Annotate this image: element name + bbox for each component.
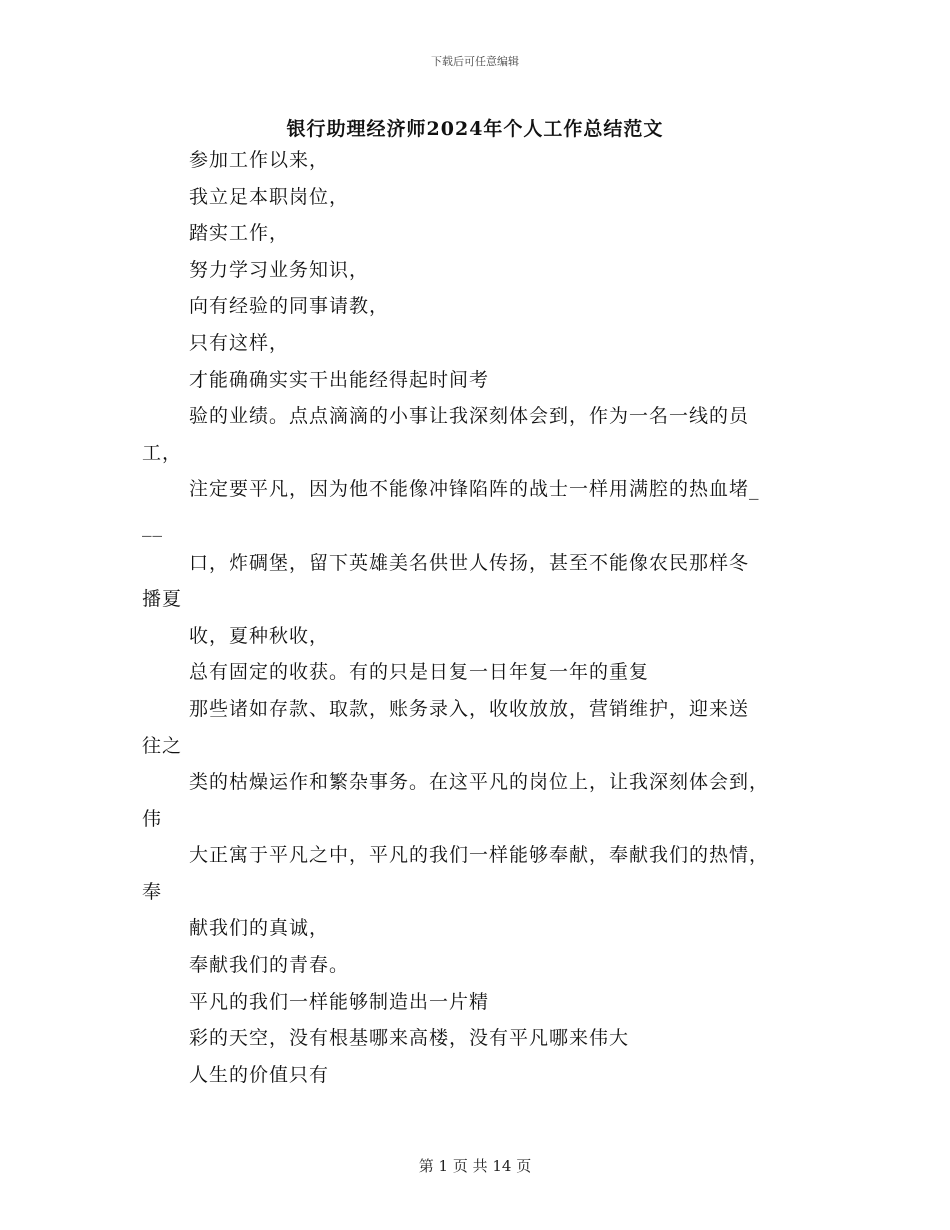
document-body [142, 142, 822, 1093]
page-header: 下载后可任意编辑 [431, 55, 519, 68]
paragraph-line: 向有经验的同事请教， [189, 295, 390, 318]
paragraph-line: 努力学习业务知识， [189, 258, 370, 281]
paragraph-line: 那些诸如存款、取款，账务录入，收收放放，营销维护，迎来送 [189, 697, 750, 720]
paragraph-line: 踏实工作， [189, 222, 290, 245]
paragraph-line: 类的枯燥运作和繁杂事务。在这平凡的岗位上，让我深刻体会到， [189, 771, 770, 794]
paragraph-line: 参加工作以来， [189, 149, 330, 171]
paragraph-line: 验的业绩。点点滴滴的小事让我深刻体会到，作为一名一线的员 [189, 405, 750, 428]
paragraph-line: 工， [142, 441, 183, 464]
paragraph-line: 总有固定的收获。有的只是日复一日年复一年的重复 [189, 661, 650, 684]
paragraph-line: 播夏 [142, 588, 183, 611]
paragraph-line: 才能确确实实干出能经得起时间考 [189, 368, 490, 391]
paragraph-line: 奉 [142, 880, 163, 903]
paragraph-line: 只有这样， [189, 331, 290, 354]
paragraph-line: __ [142, 514, 163, 537]
paragraph-line: 彩的天空，没有根基哪来高楼，没有平凡哪来伟大 [189, 1027, 630, 1050]
page-number: 第 1 页 共 14 页 [418, 1157, 532, 1175]
paragraph-line: 奉献我们的青春。 [189, 954, 350, 977]
paragraph-line: 大正寓于平凡之中，平凡的我们一样能够奉献，奉献我们的热情， [189, 844, 770, 867]
paragraph-line: 伟 [142, 807, 163, 830]
paragraph-line: 人生的价值只有 [189, 1063, 330, 1086]
paragraph-line: 往之 [142, 734, 183, 757]
paragraph-line: 我立足本职岗位， [189, 185, 350, 208]
paragraph-line: 注定要平凡，因为他不能像冲锋陷阵的战士一样用满腔的热血堵_ [189, 478, 760, 501]
paragraph-line: 平凡的我们一样能够制造出一片精 [189, 990, 490, 1013]
paragraph-line: 口，炸碉堡，留下英雄美名供世人传扬，甚至不能像农民那样冬 [189, 551, 750, 574]
document-title: 银行助理经济师2024年个人工作总结范文 [286, 118, 664, 140]
paragraph-line: 献我们的真诚， [189, 917, 330, 940]
paragraph-line: 收，夏种秋收， [189, 624, 330, 647]
